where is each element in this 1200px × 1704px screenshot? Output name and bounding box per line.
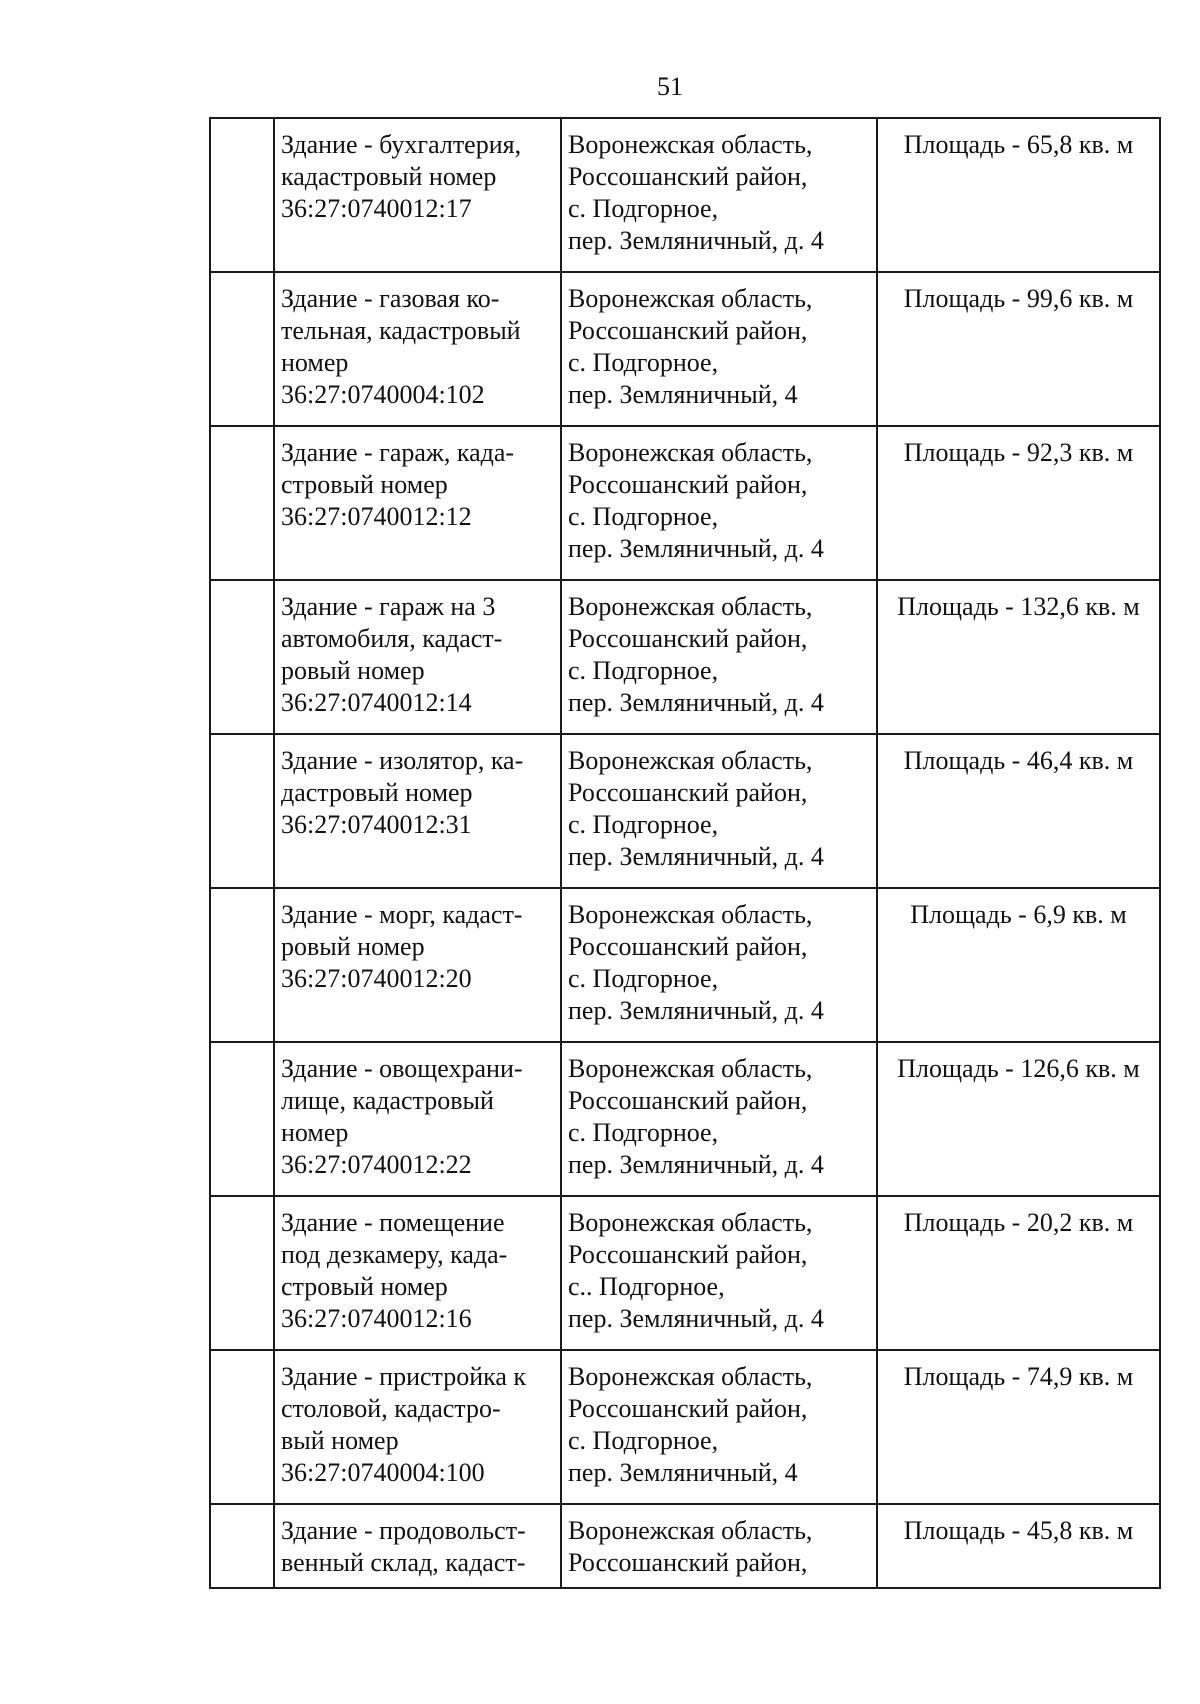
address-line: Россошанский район, [568,1086,808,1115]
address-cell [561,734,877,888]
address-line: с.. Подгорное, [568,1272,725,1301]
building-name-line: Здание - бухгалтерия, [281,130,522,159]
address-line: Воронежская область, [568,592,813,621]
row-number-cell [210,1196,274,1350]
building-name-line: 36:27:0740012:31 [281,810,472,839]
building-name-line: номер [281,1118,349,1147]
building-name-line: Здание - изолятор, ка- [281,746,524,775]
building-name-line: стровый номер [281,470,448,499]
address-cell [561,1042,877,1196]
building-name-line: венный склад, кадаст- [281,1548,526,1577]
table-row [210,118,1160,272]
table-row [210,734,1160,888]
row-number-cell [210,1042,274,1196]
address-line: с. Подгорное, [568,656,719,685]
building-name-line: стровый номер [281,1272,448,1301]
building-name-line: 36:27:0740004:100 [281,1458,485,1487]
address-line: Россошанский район, [568,1548,808,1577]
address-cell [561,580,877,734]
address-cell [561,272,877,426]
area-cell: Площадь - 99,6 кв. м [877,272,1160,426]
address-line: Россошанский район, [568,624,808,653]
address-line: с. Подгорное, [568,194,719,223]
building-name-cell [274,1196,561,1350]
address-line: пер. Земляничный, д. 4 [568,842,824,871]
address-line: пер. Земляничный, д. 4 [568,226,824,255]
address-line: с. Подгорное, [568,1118,719,1147]
area-cell: Площадь - 132,6 кв. м [877,580,1160,734]
table-row [210,426,1160,580]
address-line: Россошанский район, [568,162,808,191]
address-line: пер. Земляничный, 4 [568,1458,798,1487]
building-name-cell [274,734,561,888]
building-name-line: под дезкамеру, када- [281,1240,508,1269]
address-cell [561,1196,877,1350]
page-number: 51 [657,72,683,101]
table-row [210,1350,1160,1504]
building-name-cell [274,580,561,734]
address-cell [561,1504,877,1588]
area-cell: Площадь - 92,3 кв. м [877,426,1160,580]
address-cell [561,118,877,272]
address-line: Россошанский район, [568,1394,808,1423]
building-name-line: лище, кадастровый [281,1086,494,1115]
table-row [210,1504,1160,1588]
row-number-cell [210,888,274,1042]
building-name-cell [274,272,561,426]
building-name-line: автомобиля, кадаст- [281,624,503,653]
row-number-cell [210,580,274,734]
row-number-cell [210,1504,274,1588]
building-name-cell [274,1504,561,1588]
address-line: Россошанский район, [568,316,808,345]
row-number-cell [210,734,274,888]
table-row [210,1042,1160,1196]
building-name-line: 36:27:0740012:12 [281,502,472,531]
address-line: Воронежская область, [568,438,813,467]
address-line: Воронежская область, [568,1054,813,1083]
address-line: Воронежская область, [568,284,813,313]
row-number-cell [210,1350,274,1504]
area-cell: Площадь - 65,8 кв. м [877,118,1160,272]
address-line: Россошанский район, [568,778,808,807]
property-table [209,117,1161,1589]
building-name-line: кадастровый номер [281,162,497,191]
address-cell [561,1350,877,1504]
table-row [210,1196,1160,1350]
building-name-cell [274,888,561,1042]
building-name-line: 36:27:0740012:16 [281,1304,472,1333]
area-cell: Площадь - 45,8 кв. м [877,1504,1160,1588]
building-name-cell [274,118,561,272]
building-name-line: ровый номер [281,932,425,961]
building-name-line: Здание - помещение [281,1208,505,1237]
area-cell: Площадь - 46,4 кв. м [877,734,1160,888]
building-name-line: 36:27:0740004:102 [281,380,485,409]
area-cell: Площадь - 6,9 кв. м [877,888,1160,1042]
address-line: Воронежская область, [568,1208,813,1237]
address-line: Россошанский район, [568,932,808,961]
address-line: Воронежская область, [568,1362,813,1391]
address-cell [561,426,877,580]
row-number-cell [210,118,274,272]
building-name-line: столовой, кадастро- [281,1394,501,1423]
address-cell [561,888,877,1042]
building-name-cell [274,426,561,580]
row-number-cell [210,426,274,580]
table-row [210,888,1160,1042]
building-name-line: Здание - гараж на 3 [281,592,496,621]
address-line: с. Подгорное, [568,1426,719,1455]
building-name-line: ровый номер [281,656,425,685]
address-line: пер. Земляничный, д. 4 [568,996,824,1025]
address-line: пер. Земляничный, д. 4 [568,1150,824,1179]
address-line: Воронежская область, [568,130,813,159]
building-name-line: Здание - гараж, када- [281,438,515,467]
address-line: пер. Земляничный, д. 4 [568,1304,824,1333]
building-name-line: 36:27:0740012:20 [281,964,472,993]
address-line: Воронежская область, [568,1516,813,1545]
address-line: пер. Земляничный, д. 4 [568,688,824,717]
address-line: Россошанский район, [568,470,808,499]
address-line: с. Подгорное, [568,964,719,993]
building-name-line: Здание - морг, кадаст- [281,900,523,929]
area-cell: Площадь - 20,2 кв. м [877,1196,1160,1350]
building-name-line: Здание - газовая ко- [281,284,500,313]
address-line: Воронежская область, [568,900,813,929]
table-row [210,580,1160,734]
address-line: с. Подгорное, [568,348,719,377]
building-name-cell [274,1350,561,1504]
building-name-line: 36:27:0740012:14 [281,688,472,717]
area-cell: Площадь - 126,6 кв. м [877,1042,1160,1196]
area-cell: Площадь - 74,9 кв. м [877,1350,1160,1504]
address-line: Россошанский район, [568,1240,808,1269]
building-name-line: Здание - овощехрани- [281,1054,523,1083]
building-name-line: номер [281,348,349,377]
address-line: Воронежская область, [568,746,813,775]
building-name-line: Здание - продовольст- [281,1516,526,1545]
address-line: пер. Земляничный, 4 [568,380,798,409]
building-name-line: 36:27:0740012:22 [281,1150,472,1179]
address-line: с. Подгорное, [568,810,719,839]
address-line: с. Подгорное, [568,502,719,531]
table-row [210,272,1160,426]
building-name-line: Здание - пристройка к [281,1362,527,1391]
address-line: пер. Земляничный, д. 4 [568,534,824,563]
building-name-line: 36:27:0740012:17 [281,194,472,223]
row-number-cell [210,272,274,426]
building-name-line: тельная, кадастровый [281,316,521,345]
building-name-line: вый номер [281,1426,399,1455]
building-name-line: дастровый номер [281,778,473,807]
building-name-cell [274,1042,561,1196]
table-body [210,118,1160,1588]
